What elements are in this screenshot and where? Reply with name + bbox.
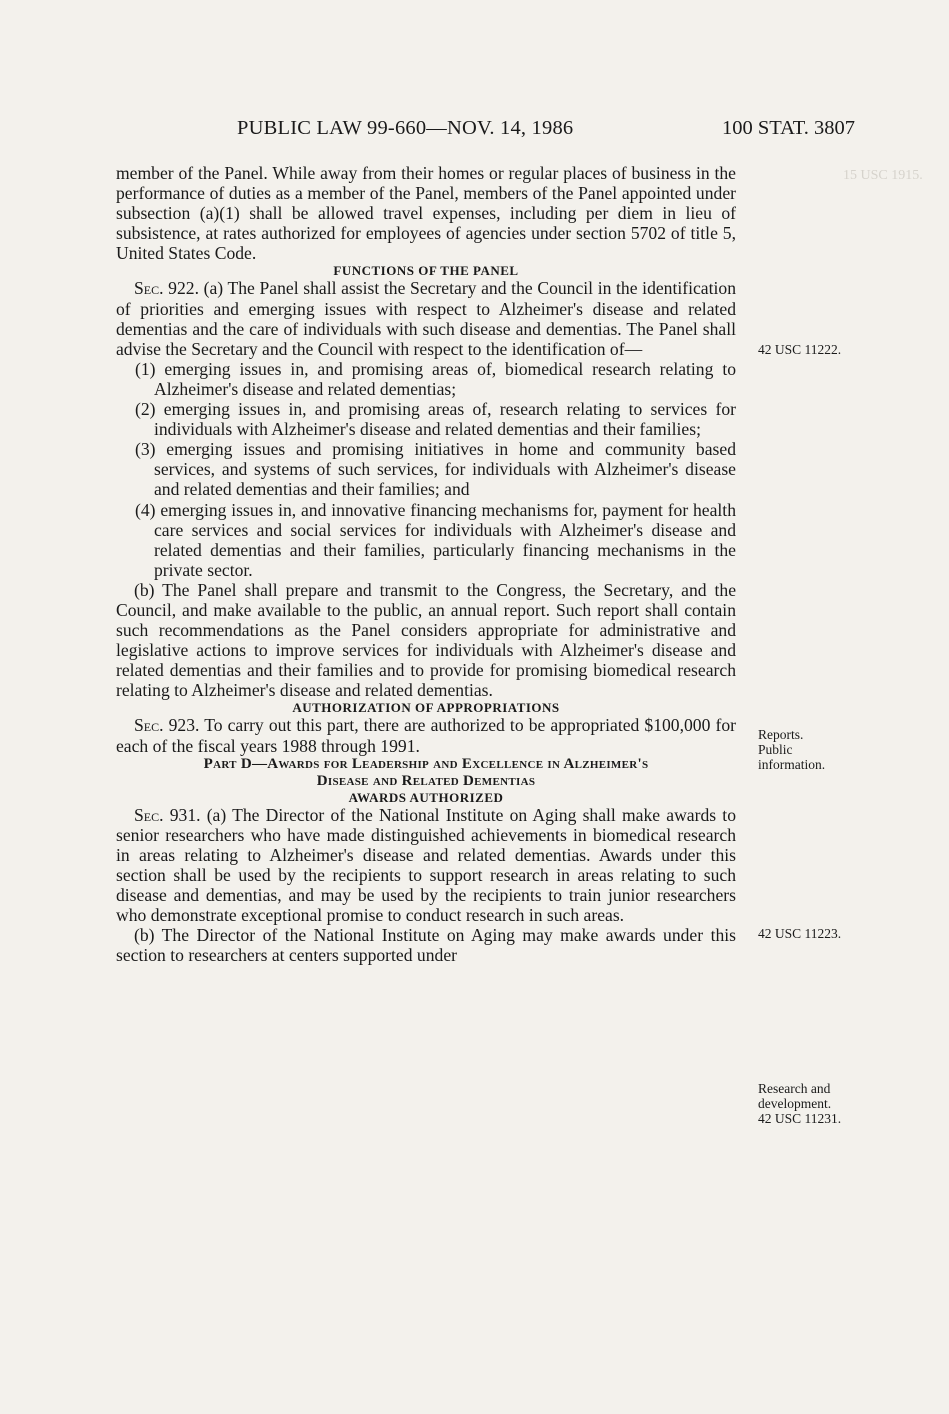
- margin-note-text: information.: [758, 757, 826, 772]
- list-item: (1) emerging issues in, and promising areas of, biomedical research relating to Alzheimer's disease and related dementias;: [135, 358, 736, 399]
- margin-note-text: Reports.: [758, 727, 804, 742]
- sec-label: Sec.: [134, 804, 164, 825]
- margin-note-text: 42 USC 11223.: [758, 926, 842, 941]
- sec-923-text: 923. To carry out this part, there are authorized to be appropriated $100,000 for each of the fiscal years 1988 through 1991.: [116, 715, 736, 756]
- section-heading-functions: FUNCTIONS OF THE PANEL: [333, 263, 519, 279]
- margin-note-research: [758, 1081, 908, 1126]
- margin-note-text: development.: [758, 1096, 832, 1111]
- part-d-line-2: Disease and Related Dementias: [316, 772, 536, 789]
- sec-label: Sec.: [134, 278, 164, 299]
- page-header: [0, 117, 949, 145]
- part-d-heading: [116, 756, 736, 790]
- law-title: PUBLIC LAW 99-660—NOV. 14, 1986: [237, 117, 574, 139]
- sec-931-a: [116, 805, 736, 926]
- sec-922-a-text: 922. (a) The Panel shall assist the Secretary and the Council in the identification of priorities and emerging issues with respect to Alzheimer's disease and related dementias and the care of individuals with such disease and dementias. The Panel shall advise the Secretary and the Council with respect to the identification of—: [116, 278, 736, 359]
- opening-paragraph: member of the Panel. While away from their homes or regular places of business in the performance of duties as a member of the Panel, members of the Panel appointed under subsection (a)(1) shall be allowed travel expenses, including per diem in lieu of subsistence, at rates authorized for employees of agencies under section 5702 of title 5, United States Code.: [116, 163, 736, 264]
- bleed-through-text: 15 USC 1915.: [843, 168, 923, 183]
- margin-note-11223: [758, 926, 908, 941]
- margin-note-text: 42 USC 11231.: [758, 1111, 842, 1126]
- margin-note-text: Research and: [758, 1081, 831, 1096]
- margin-note-text: Public: [758, 742, 793, 757]
- part-d-line-1: Part D—Awards for Leadership and Excellence in Alzheimer's: [203, 755, 649, 772]
- sec-923: [116, 715, 736, 755]
- sec-931-b: (b) The Director of the National Institute on Aging may make awards under this section to researchers at centers supported under: [116, 925, 736, 966]
- margin-note-reports: [758, 727, 908, 772]
- sec-931-a-text: 931. (a) The Director of the National Institute on Aging shall make awards to senior researchers who have made distinguished achievements in biomedical research in areas relating to Alzheimer's disease and related dementias. Awards under this section shall be used by the recipients to support research in areas relating to such disease and dementias, and may be used by the recipients to train junior researchers who demonstrate exceptional promise to conduct research in such areas.: [116, 804, 736, 926]
- section-heading-authorization: AUTHORIZATION OF APPROPRIATIONS: [292, 700, 560, 716]
- sec-label: Sec.: [134, 715, 164, 736]
- list-item: (4) emerging issues in, and innovative financing mechanisms for, payment for health care services and social services for individuals with Alzheimer's disease and related dementias and their families, particularly financing mechanisms in the private sector.: [135, 499, 736, 580]
- list-item: (3) emerging issues and promising initiatives in home and community based services, and systems of such services, for individuals with Alzheimer's disease and related dementias and their families; and: [135, 439, 736, 500]
- section-heading-awards: AWARDS AUTHORIZED: [348, 789, 504, 805]
- sec-922-b: (b) The Panel shall prepare and transmit to the Congress, the Secretary, and the Council, and make available to the public, an annual report. Such report shall contain such recommendations as the Panel considers appropriate for administrative and legislative actions to improve services for individuals with Alzheimer's disease and related dementias and their families and to provide for promising biomedical research relating to Alzheimer's disease and related dementias.: [116, 579, 736, 701]
- list-item: (2) emerging issues in, and promising areas of, research relating to services for individuals with Alzheimer's disease and related dementias and their families;: [135, 399, 736, 440]
- margin-note-11222: [758, 342, 908, 357]
- body-text: [116, 163, 736, 965]
- sec-922-a: [116, 278, 736, 358]
- stat-reference: 100 STAT. 3807: [722, 117, 855, 139]
- margin-note-text: 42 USC 11222.: [758, 342, 842, 357]
